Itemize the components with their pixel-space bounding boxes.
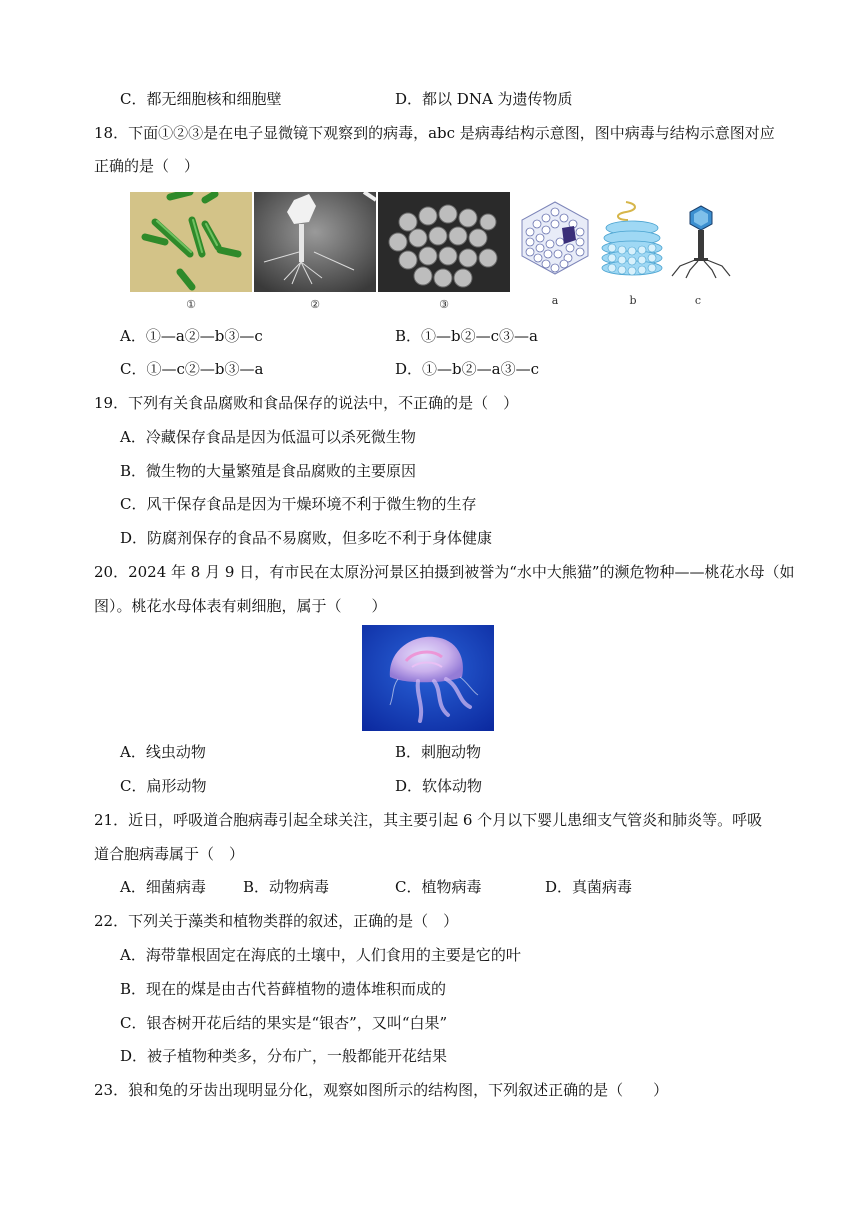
q20-option-c: C．扁形动物 [120,777,207,795]
diagram-helical [598,198,666,280]
q19-option-c: C．风干保存食品是因为干燥环境不利于微生物的生存 [120,495,477,513]
q18-stem-line-1: 18．下面①②③是在电子显微镜下观察到的病毒，abc 是病毒结构示意图，图中病毒与结构示意图对应 [94,124,775,142]
q18-option-c: C．①—c②—b③—a [120,360,264,378]
q21-option-a: A．细菌病毒 [120,878,206,896]
q20-option-a: A．线虫动物 [120,743,206,761]
q19-stem: 19．下列有关食品腐败和食品保存的说法中，不正确的是（ ） [94,394,519,412]
q22-option-b: B．现在的煤是由古代苔藓植物的遗体堆积而成的 [120,980,447,998]
q20-stem-line-2: 图）。桃花水母体表有刺细胞，属于（ ） [94,597,387,615]
q20-option-b: B．刺胞动物 [395,743,482,761]
q20-stem-line-1: 20．2024 年 8 月 9 日，有市民在太原汾河景区拍摄到被誉为“水中大熊猫”的濒危物种——桃花水母（如 [94,563,795,581]
caption-3: ③ [439,298,449,311]
q23-stem: 23．狼和兔的牙齿出现明显分化，观察如图所示的结构图，下列叙述正确的是（ ） [94,1081,669,1099]
jellyfish-photo [362,625,494,731]
q17-option-d: D．都以 DNA 为遗传物质 [395,90,573,108]
q21-stem-line-2: 道合胞病毒属于（ ） [94,845,245,863]
photo-rod-virus [130,192,252,292]
diagram-phage [668,204,734,280]
q21-option-b: B．动物病毒 [243,878,330,896]
q22-option-d: D．被子植物种类多，分布广，一般都能开花结果 [120,1047,448,1065]
q17-option-c: C．都无细胞核和细胞壁 [120,90,282,108]
q21-option-c: C．植物病毒 [395,878,482,896]
q19-option-b: B．微生物的大量繁殖是食品腐败的主要原因 [120,462,417,480]
caption-b: b [629,294,637,307]
caption-2: ② [310,298,320,311]
caption-c: c [694,294,702,307]
caption-a: a [551,294,559,307]
q22-stem: 22．下列关于藻类和植物类群的叙述，正确的是（ ） [94,912,459,930]
q21-option-d: D．真菌病毒 [545,878,633,896]
q18-option-d: D．①—b②—a③—c [395,360,539,378]
q19-option-d: D．防腐剂保存的食品不易腐败，但多吃不利于身体健康 [120,529,493,547]
q22-option-c: C．银杏树开花后结的果实是“银杏”，又叫“白果” [120,1014,448,1032]
q22-option-a: A．海带靠根固定在海底的土壤中，人们食用的主要是它的叶 [120,946,521,964]
diagram-icosahedral [518,200,592,276]
caption-1: ① [186,298,196,311]
photo-spherical-virus [378,192,510,292]
q20-option-d: D．软体动物 [395,777,483,795]
q18-stem-line-2: 正确的是（ ） [94,157,200,175]
q18-option-a: A．①—a②—b③—c [120,327,263,345]
q19-option-a: A．冷藏保存食品是因为低温可以杀死微生物 [120,428,416,446]
q18-option-b: B．①—b②—c③—a [395,327,538,345]
photo-phage [254,192,376,292]
q21-stem-line-1: 21．近日，呼吸道合胞病毒引起全球关注，其主要引起 6 个月以下婴儿患细支气管炎和肺炎等。呼吸 [94,811,763,829]
